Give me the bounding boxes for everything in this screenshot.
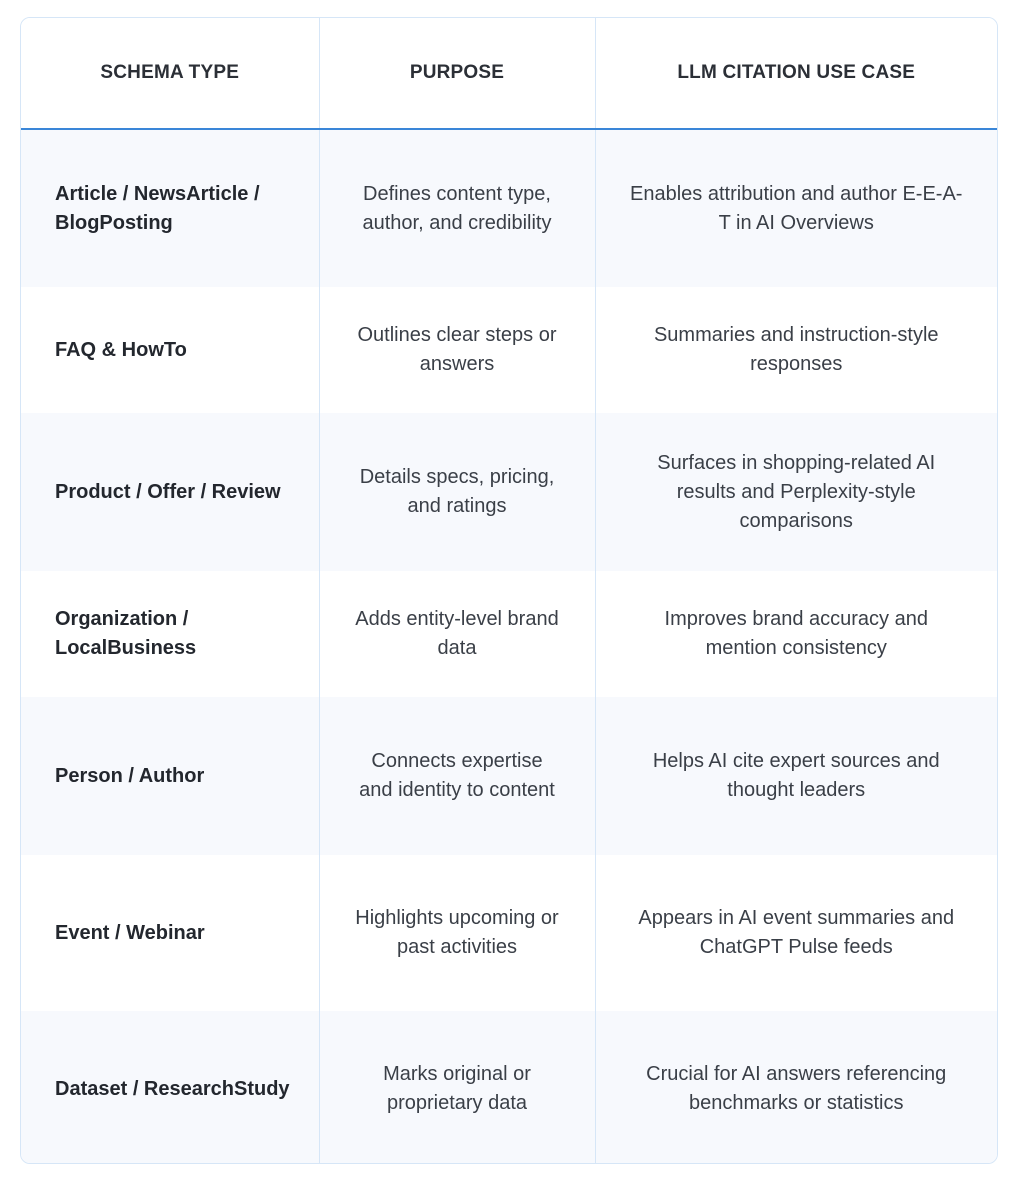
cell-purpose: Details specs, pricing, and ratings: [319, 413, 595, 571]
cell-purpose: Connects expertise and identity to content: [319, 697, 595, 855]
header-purpose: PURPOSE: [319, 18, 595, 129]
table-row: [21, 571, 997, 697]
table-row: [21, 287, 997, 413]
table-row: [21, 697, 997, 855]
schema-types-table: [21, 18, 997, 1164]
header-llm-citation-use-case: LLM CITATION USE CASE: [595, 18, 997, 129]
cell-use-case: Crucial for AI answers referencing benchmarks or statistics: [595, 1011, 997, 1164]
table-row: [21, 129, 997, 287]
table-row: [21, 855, 997, 1011]
cell-use-case: Summaries and instruction-style responses: [595, 287, 997, 413]
table-row: [21, 1011, 997, 1164]
cell-schema-type: Person / Author: [21, 697, 319, 855]
cell-purpose: Defines content type, author, and credibility: [319, 129, 595, 287]
cell-schema-type: Article / NewsArticle / BlogPosting: [21, 129, 319, 287]
cell-purpose: Highlights upcoming or past activities: [319, 855, 595, 1011]
cell-schema-type: Event / Webinar: [21, 855, 319, 1011]
cell-use-case: Surfaces in shopping-related AI results and Perplexity-style comparisons: [595, 413, 997, 571]
cell-schema-type: Organization / LocalBusiness: [21, 571, 319, 697]
cell-schema-type: FAQ & HowTo: [21, 287, 319, 413]
cell-schema-type: Product / Offer / Review: [21, 413, 319, 571]
cell-use-case: Enables attribution and author E-E-A-T in AI Overviews: [595, 129, 997, 287]
header-schema-type: SCHEMA TYPE: [21, 18, 319, 129]
cell-use-case: Appears in AI event summaries and ChatGPT Pulse feeds: [595, 855, 997, 1011]
cell-purpose: Adds entity-level brand data: [319, 571, 595, 697]
schema-table-container: [20, 17, 998, 1164]
table-header-row: [21, 18, 997, 129]
table-row: [21, 413, 997, 571]
cell-purpose: Outlines clear steps or answers: [319, 287, 595, 413]
cell-schema-type: Dataset / ResearchStudy: [21, 1011, 319, 1164]
cell-purpose: Marks original or proprietary data: [319, 1011, 595, 1164]
cell-use-case: Improves brand accuracy and mention consistency: [595, 571, 997, 697]
cell-use-case: Helps AI cite expert sources and thought leaders: [595, 697, 997, 855]
